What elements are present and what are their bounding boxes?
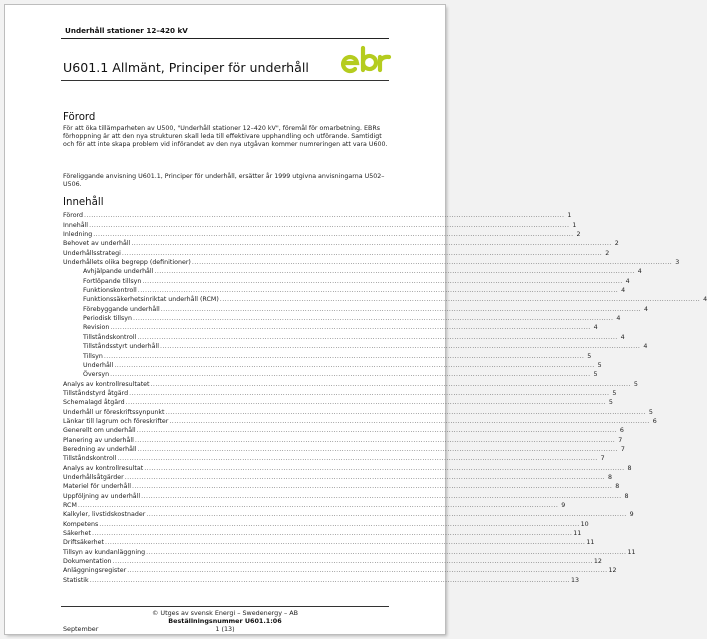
toc-leader-dots: ........................................................................................................................................................................................................ [165, 408, 646, 416]
toc-entry-page: 4 [625, 277, 630, 285]
toc-leader-dots: ........................................................................................................................................................................................................ [110, 324, 591, 332]
toc-leader-dots: ........................................................................................................................................................................................................ [91, 530, 573, 538]
footer-copyright: © Utges av svensk Energi – Swedenergy – AB [151, 609, 299, 617]
toc-entry-label: Underhållsåtgärder [63, 473, 124, 481]
toc-entry[interactable] [63, 210, 572, 220]
toc-leader-dots: ........................................................................................................................................................................................................ [141, 492, 622, 500]
toc-entry[interactable] [63, 388, 617, 397]
toc-leader-dots: ........................................................................................................................................................................................................ [129, 389, 610, 397]
toc-entry[interactable] [63, 350, 592, 360]
toc-leader-dots: ........................................................................................................................................................................................................ [105, 539, 586, 547]
toc-entry-label: Tillsyn [83, 352, 103, 360]
toc-entry-label: Tillståndskontroll [63, 455, 117, 463]
toc-entry-page: 8 [615, 483, 620, 491]
toc-leader-dots: ........................................................................................................................................................................................................ [121, 249, 603, 257]
toc-leader-dots: ........................................................................................................................................................................................................ [114, 361, 595, 369]
toc-leader-dots: ........................................................................................................................................................................................................ [144, 464, 625, 472]
toc-leader-dots: ........................................................................................................................................................................................................ [154, 268, 635, 276]
toc-entry-page: 5 [612, 389, 617, 397]
toc-entry-page: 9 [629, 511, 634, 519]
toc-entry-label: Statistik [63, 576, 89, 584]
toc-entry-page: 13 [571, 576, 580, 584]
toc-entry-label: Tillståndskontroll [83, 333, 137, 341]
toc-entry-label: Revision [83, 324, 110, 332]
toc-entry[interactable] [63, 360, 602, 369]
toc-entry-page: 4 [621, 287, 626, 295]
toc-entry-page: 3 [675, 259, 680, 267]
title-divider [61, 80, 389, 81]
toc-entry-label: Underhållsstrategi [63, 249, 121, 257]
toc-entry-page: 5 [587, 352, 592, 360]
toc-entry-label: Uppföljning av underhåll [63, 492, 141, 500]
toc-entry[interactable] [63, 528, 582, 538]
toc-entry-label: Inledning [63, 231, 93, 239]
toc-entry-label: Förord [63, 212, 84, 220]
toc-leader-dots: ........................................................................................................................................................................................................ [133, 315, 614, 323]
toc-entry-label: Innehåll [63, 221, 89, 229]
toc-entry[interactable] [63, 285, 626, 295]
toc-entry[interactable] [63, 303, 649, 313]
toc-entry-label: Avhjälpande underhåll [83, 268, 154, 276]
toc-entry-page: 5 [633, 380, 638, 388]
toc-entry[interactable] [63, 219, 577, 229]
toc-entry[interactable] [63, 472, 613, 481]
toc-leader-dots: ........................................................................................................................................................................................................ [146, 548, 627, 556]
toc-entry[interactable] [63, 500, 566, 509]
toc-entry-page: 2 [605, 249, 610, 257]
toc-entry[interactable] [63, 238, 619, 248]
toc-entry-label: Dokumentation [63, 558, 112, 566]
toc-entry-label: Underhållets olika begrepp (definitioner) [63, 259, 191, 267]
footer-divider [61, 606, 389, 607]
document-title: U601.1 Allmänt, Principer för underhåll [63, 60, 309, 75]
toc-entry-page: 12 [608, 567, 617, 575]
toc-leader-dots: ........................................................................................................................................................................................................ [131, 240, 612, 248]
toc-leader-dots: ........................................................................................................................................................................................................ [124, 473, 606, 481]
toc-entry-page: 11 [586, 539, 595, 547]
toc-entry-label: Tillståndsstyrt underhåll [83, 343, 159, 351]
toc-entry-label: Generellt om underhåll [63, 427, 136, 435]
toc-entry-page: 7 [618, 436, 623, 444]
toc-leader-dots: ........................................................................................................................................................................................................ [219, 296, 701, 304]
toc-entry-label: Kompetens [63, 520, 99, 528]
toc-entry-page: 5 [608, 399, 613, 407]
toc-entry[interactable] [63, 257, 680, 267]
toc-leader-dots: ........................................................................................................................................................................................................ [110, 371, 591, 379]
toc-entry-label: Analys av kontrollresultatet [63, 380, 150, 388]
toc-entry[interactable] [63, 313, 621, 323]
toc-entry[interactable] [63, 369, 598, 379]
toc-entry-label: Driftsäkerhet [63, 539, 105, 547]
toc-entry[interactable] [63, 574, 580, 584]
toc-entry[interactable] [63, 518, 589, 528]
toc-entry-page: 5 [593, 371, 598, 379]
toc-entry[interactable] [63, 331, 625, 341]
toc-entry[interactable] [63, 453, 605, 463]
toc-entry-label: Tillståndstyrd åtgärd [63, 389, 129, 397]
toc-entry-page: 2 [614, 240, 619, 248]
footer-order-number: Beställningsnummer U601.1:06 [168, 617, 282, 625]
toc-entry-page: 12 [593, 558, 602, 566]
toc-entry[interactable] [63, 416, 657, 425]
toc-entry[interactable] [63, 425, 624, 435]
toc-entry-label: Översyn [83, 371, 110, 379]
toc-entry-page: 5 [597, 361, 602, 369]
toc-entry-label: Underhåll [83, 361, 114, 369]
toc-entry-page: 10 [580, 520, 589, 528]
foreword-paragraph-2: Föreliggande anvisning U601.1, Principer för underhåll, ersätter år 1999 utgivna anvisningarna U502– U506. [63, 173, 385, 189]
toc-entry-page: 4 [644, 305, 649, 313]
ebr-logo [341, 45, 393, 75]
toc-entry-label: Länkar till lagrum och föreskrifter [63, 417, 169, 425]
toc-entry[interactable] [63, 546, 636, 556]
toc-leader-dots: ........................................................................................................................................................................................................ [142, 277, 623, 285]
toc-leader-dots: ........................................................................................................................................................................................................ [191, 259, 673, 267]
toc-leader-dots: ........................................................................................................................................................................................................ [160, 343, 641, 351]
toc-entry-page: 4 [593, 324, 598, 332]
toc-leader-dots: ........................................................................................................................................................................................................ [136, 427, 617, 435]
toc-leader-dots: ........................................................................................................................................................................................................ [84, 212, 565, 220]
toc-entry-label: Schemalagd åtgärd [63, 399, 125, 407]
toc-entry-label: Materiel för underhåll [63, 483, 131, 491]
toc-leader-dots: ........................................................................................................................................................................................................ [137, 287, 619, 295]
foreword-paragraph-1: För att öka tillämparheten av U500, "Underhåll stationer 12–420 kV", föremål för omarbetning. EBRs förhoppning är att den nya strukturen skall leda till effektivare upphandling och utförande. Samtidigt och för att inte skapa problem vid införandet av den nya utgåvan kommer numreringen att vara U600. [63, 125, 388, 149]
header-divider [61, 38, 389, 39]
toc-entry[interactable] [63, 322, 598, 332]
toc-entry[interactable] [63, 247, 610, 257]
toc-entry-label: Analys av kontrollresultat [63, 464, 144, 472]
toc-entry-label: Periodisk tillsyn [83, 315, 133, 323]
toc-leader-dots: ........................................................................................................................................................................................................ [112, 558, 593, 566]
toc-entry-label: Kalkyler, livstidskostnader [63, 511, 146, 519]
toc-entry[interactable] [63, 341, 648, 351]
toc-entry-page: 1 [572, 221, 577, 229]
toc-leader-dots: ........................................................................................................................................................................................................ [103, 352, 585, 360]
toc-entry-page: 8 [608, 473, 613, 481]
footer-page-number: 1 (13) [215, 625, 235, 633]
toc-entry[interactable] [63, 462, 632, 472]
toc-entry-page: 1 [567, 212, 572, 220]
toc-leader-dots: ........................................................................................................................................................................................................ [125, 399, 606, 407]
toc-entry-label: Underhåll ur föreskriftssynpunkt [63, 408, 165, 416]
toc-entry-page: 8 [627, 464, 632, 472]
toc-leader-dots: ........................................................................................................................................................................................................ [131, 483, 613, 491]
toc-entry-label: Tillsyn av kundanläggning [63, 548, 146, 556]
toc-entry[interactable] [63, 444, 625, 453]
toc-leader-dots: ........................................................................................................................................................................................................ [117, 455, 598, 463]
toc-entry[interactable] [63, 378, 638, 388]
toc-leader-dots: ........................................................................................................................................................................................................ [99, 520, 580, 528]
toc-leader-dots: ........................................................................................................................................................................................................ [89, 221, 570, 229]
toc-leader-dots: ........................................................................................................................................................................................................ [150, 380, 631, 388]
foreword-heading: Förord [63, 112, 96, 123]
toc-entry-label: Förebyggande underhåll [83, 305, 160, 313]
toc-entry-label: Anläggningsregister [63, 567, 127, 575]
toc-entry-label: RCM [63, 502, 77, 509]
toc-entry-label: Fortlöpande tillsyn [83, 277, 142, 285]
toc-heading: Innehåll [63, 197, 104, 208]
toc-entry-page: 11 [627, 548, 636, 556]
toc-entry[interactable] [63, 490, 629, 500]
toc-entry-page: 4 [643, 343, 648, 351]
toc-leader-dots: ........................................................................................................................................................................................................ [127, 567, 608, 575]
toc-entry[interactable] [63, 266, 642, 276]
toc-entry-page: 4 [616, 315, 621, 323]
toc-entry-page: 7 [620, 445, 625, 453]
toc-entry[interactable] [63, 397, 613, 407]
toc-leader-dots: ........................................................................................................................................................................................................ [137, 445, 618, 453]
running-header: Underhåll stationer 12–420 kV [65, 26, 188, 35]
toc-entry-page: 11 [573, 530, 582, 538]
toc-entry-page: 2 [576, 231, 581, 239]
toc-entry[interactable] [63, 537, 595, 547]
toc-entry-page: 4 [637, 268, 642, 276]
toc-entry-page: 6 [619, 427, 624, 435]
footer-date: September [63, 625, 99, 633]
toc-entry-label: Planering av underhåll [63, 436, 134, 444]
document-page [5, 5, 707, 634]
toc-entry[interactable] [63, 294, 707, 304]
toc-leader-dots: ........................................................................................................................................................................................................ [137, 333, 618, 341]
toc-entry-label: Säkerhet [63, 530, 91, 538]
toc-entry-page: 4 [703, 296, 707, 304]
toc-entry[interactable] [63, 275, 630, 285]
toc-leader-dots: ........................................................................................................................................................................................................ [89, 576, 571, 584]
toc-entry[interactable] [63, 565, 617, 575]
toc-entry[interactable] [63, 406, 653, 416]
toc-leader-dots: ........................................................................................................................................................................................................ [77, 502, 559, 509]
toc-entry-page: 8 [624, 492, 629, 500]
toc-entry-label: Funktionskontroll [83, 287, 137, 295]
toc-leader-dots: ........................................................................................................................................................................................................ [134, 436, 616, 444]
toc-leader-dots: ........................................................................................................................................................................................................ [146, 511, 627, 519]
toc-entry-label: Funktionssäkerhetsinriktat underhåll (RCM) [83, 296, 219, 304]
toc-entry-page: 4 [620, 333, 625, 341]
toc-leader-dots: ........................................................................................................................................................................................................ [160, 305, 642, 313]
toc-entry-page: 6 [652, 417, 657, 425]
table-of-contents [63, 210, 707, 584]
toc-entry[interactable] [63, 229, 581, 239]
toc-entry-label: Behovet av underhåll [63, 240, 131, 248]
toc-entry-page: 5 [648, 408, 653, 416]
toc-leader-dots: ........................................................................................................................................................................................................ [169, 417, 650, 425]
toc-entry-label: Beredning av underhåll [63, 445, 137, 453]
toc-entry[interactable] [63, 556, 602, 566]
toc-entry[interactable] [63, 481, 620, 491]
toc-entry[interactable] [63, 509, 634, 519]
toc-leader-dots: ........................................................................................................................................................................................................ [93, 231, 574, 239]
toc-entry-page: 9 [561, 502, 566, 509]
toc-entry[interactable] [63, 434, 623, 444]
toc-entry-page: 7 [600, 455, 605, 463]
